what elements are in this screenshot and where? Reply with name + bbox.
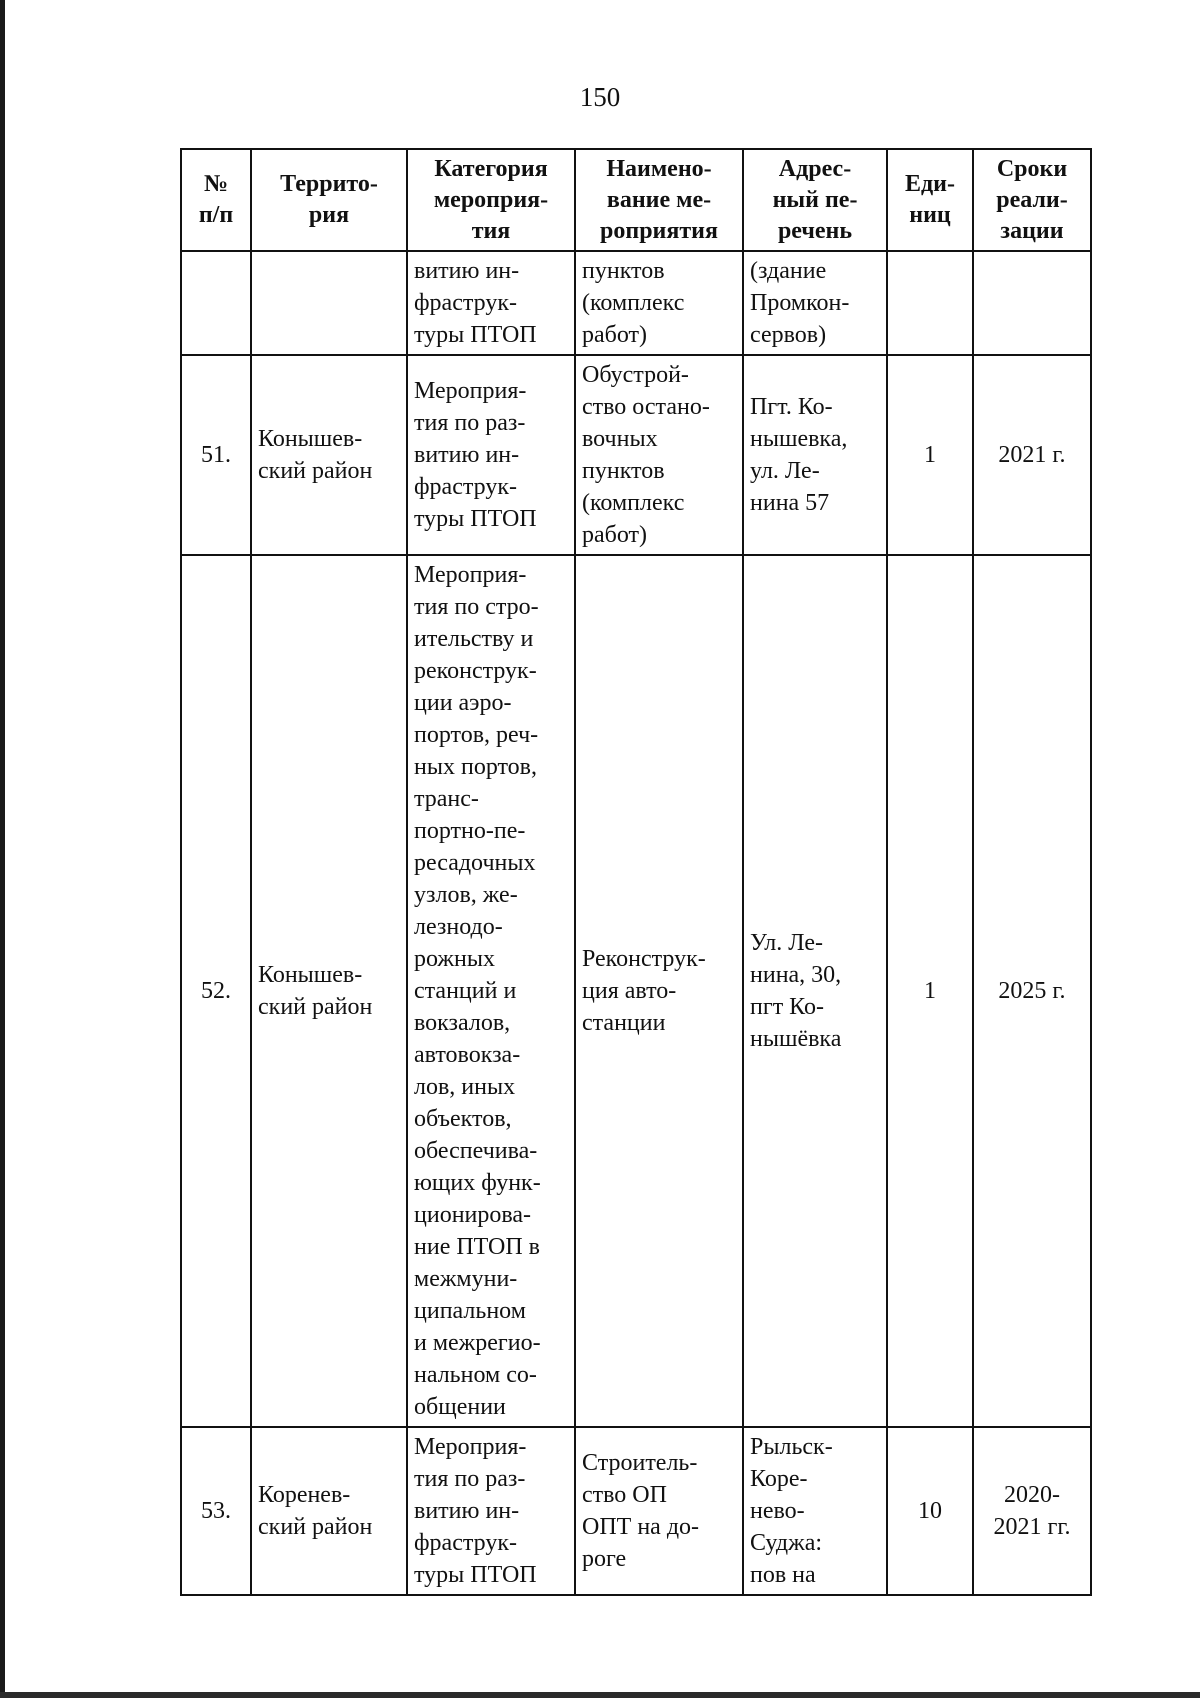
- cell-period: 2020- 2021 гг.: [973, 1427, 1091, 1595]
- scan-edge-bottom: [0, 1692, 1200, 1698]
- cell-event-name: Реконструк- ция авто- станции: [575, 555, 743, 1427]
- header-period: Сроки реали- зации: [973, 149, 1091, 251]
- cell-number: 53.: [181, 1427, 251, 1595]
- cell-address: Ул. Ле- нина, 30, пгт Ко- нышёвка: [743, 555, 887, 1427]
- events-table: [180, 148, 1092, 1596]
- page-number: 150: [579, 82, 621, 112]
- cell-number: 51.: [181, 355, 251, 555]
- cell-category: Мероприя- тия по раз- витию ин- фраструк- туры ПТОП: [407, 355, 575, 555]
- cell-territory: [251, 251, 407, 355]
- table-row: [181, 555, 1091, 1427]
- cell-units: 1: [887, 555, 973, 1427]
- cell-address: Рыльск- Коре- нево- Суджа: пов на: [743, 1427, 887, 1595]
- cell-number: [181, 251, 251, 355]
- cell-units: [887, 251, 973, 355]
- cell-category: Мероприя- тия по раз- витию ин- фраструк- туры ПТОП: [407, 1427, 575, 1595]
- header-address: Адрес- ный пе- речень: [743, 149, 887, 251]
- cell-period: 2021 г.: [973, 355, 1091, 555]
- header-event-name: Наимено- вание ме- роприятия: [575, 149, 743, 251]
- table-row: [181, 1427, 1091, 1595]
- cell-event-name: Обустрой- ство остано- вочных пунктов (комплекс работ): [575, 355, 743, 555]
- cell-number: 52.: [181, 555, 251, 1427]
- cell-territory: Конышев- ский район: [251, 355, 407, 555]
- header-units: Еди- ниц: [887, 149, 973, 251]
- cell-period: 2025 г.: [973, 555, 1091, 1427]
- scan-edge-left: [0, 0, 5, 1698]
- cell-units: 10: [887, 1427, 973, 1595]
- cell-category: Мероприя- тия по стро- ительству и реконструк- ции аэро- портов, реч- ных портов, транс- портно-пе- ресадочных узлов, же- лезнодо- рожных станций и вокзалов, автовокза- лов, иных объектов, обеспечива- ющих функ- ционирова- ние ПТОП в межмуни- ципальном и межрегио- нальном со- общении: [407, 555, 575, 1427]
- table-row: [181, 355, 1091, 555]
- cell-territory: Коренев- ский район: [251, 1427, 407, 1595]
- table-header-row: [181, 149, 1091, 251]
- table-row: [181, 251, 1091, 355]
- cell-event-name: пунктов (комплекс работ): [575, 251, 743, 355]
- header-number: № п/п: [181, 149, 251, 251]
- cell-address: Пгт. Ко- нышевка, ул. Ле- нина 57: [743, 355, 887, 555]
- cell-period: [973, 251, 1091, 355]
- header-category: Категория мероприя- тия: [407, 149, 575, 251]
- cell-event-name: Строитель- ство ОП ОПТ на до- роге: [575, 1427, 743, 1595]
- cell-territory: Конышев- ский район: [251, 555, 407, 1427]
- header-territory: Террито- рия: [251, 149, 407, 251]
- cell-category: витию ин- фраструк- туры ПТОП: [407, 251, 575, 355]
- cell-units: 1: [887, 355, 973, 555]
- cell-address: (здание Промкон- сервов): [743, 251, 887, 355]
